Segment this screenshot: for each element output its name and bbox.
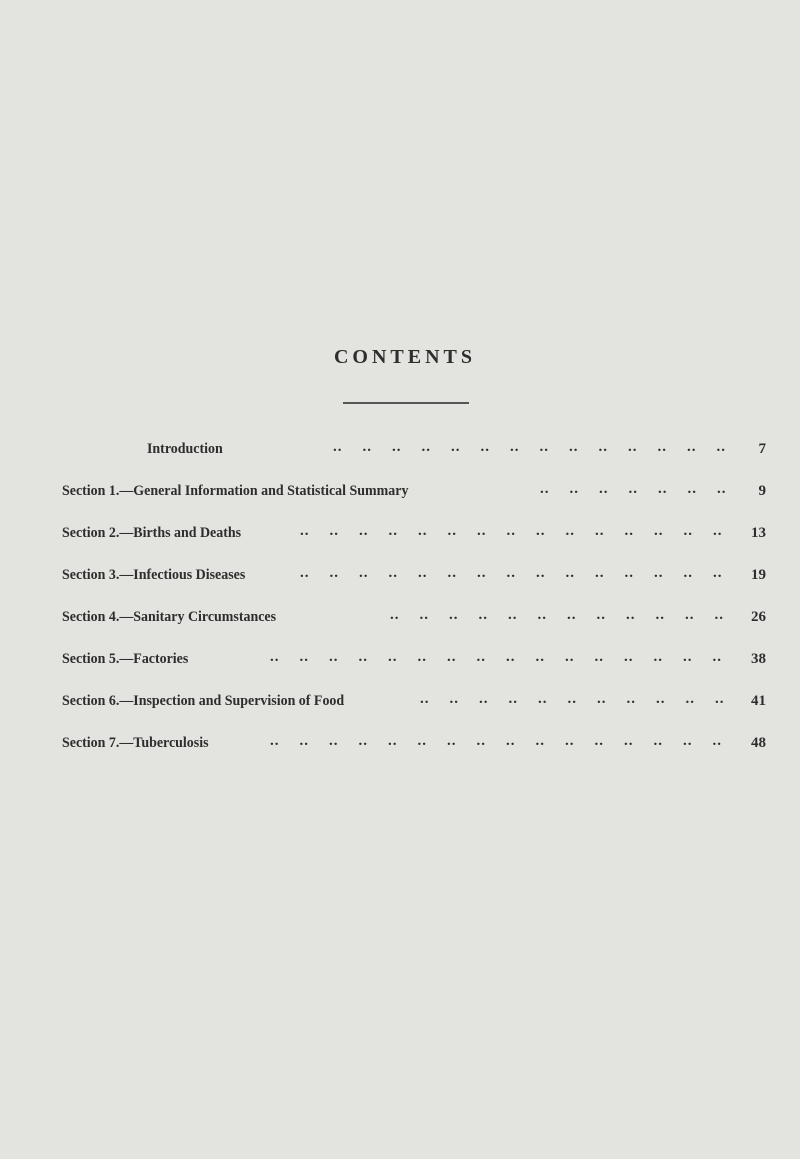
leader-dot: .. (449, 691, 459, 707)
leader-dot: .. (536, 523, 546, 539)
leader-dot: .. (654, 565, 664, 581)
leader-dot: .. (479, 691, 489, 707)
leader-dot: .. (300, 565, 310, 581)
toc-entry-introduction[interactable] (0, 441, 800, 461)
leader-dot: .. (388, 733, 398, 749)
leader-dot: .. (628, 481, 638, 497)
leader-dot: .. (388, 565, 398, 581)
leader-dot: .. (358, 733, 368, 749)
leader-dot: .. (565, 649, 575, 665)
leader-dot: .. (419, 607, 429, 623)
leader-dot: .. (653, 733, 663, 749)
leader-dot: .. (569, 439, 579, 455)
toc-entry-label: Section 7.—Tuberculosis (62, 735, 209, 751)
leader-dot: .. (476, 649, 486, 665)
leader-dot: .. (535, 649, 545, 665)
title-divider (343, 402, 469, 404)
toc-entry-section-3[interactable] (0, 567, 800, 587)
leader-dot: .. (538, 691, 548, 707)
leader-dot: .. (658, 481, 668, 497)
leader-dot: .. (683, 733, 693, 749)
toc-entry-label: Introduction (147, 441, 223, 457)
leader-dot: .. (714, 607, 724, 623)
leader-dot: .. (685, 607, 695, 623)
leader-dot: .. (447, 649, 457, 665)
leader-dot: .. (510, 439, 520, 455)
leader-dot: .. (597, 691, 607, 707)
toc-entry-label: Section 5.—Factories (62, 651, 189, 667)
leader-dot: .. (417, 733, 427, 749)
toc-entry-label: Section 1.—General Information and Statistical Summary (62, 483, 409, 499)
leader-dot: .. (655, 607, 665, 623)
toc-entry-page: 38 (751, 651, 766, 667)
leader-dot: .. (715, 691, 725, 707)
leader-dot: .. (567, 607, 577, 623)
leader-dot: .. (480, 439, 490, 455)
leader-dot: .. (712, 733, 722, 749)
toc-entry-page: 19 (751, 567, 766, 583)
leader-dot: .. (565, 565, 575, 581)
leader-dot: .. (299, 733, 309, 749)
leader-dot: .. (685, 691, 695, 707)
leader-dot: .. (654, 523, 664, 539)
leader-dot: .. (478, 607, 488, 623)
toc-entry-section-4[interactable] (0, 609, 800, 629)
toc-entry-section-5[interactable] (0, 651, 800, 671)
leader-dot: .. (536, 565, 546, 581)
leader-dot: .. (628, 439, 638, 455)
leader-dot: .. (358, 649, 368, 665)
leader-dot: .. (567, 691, 577, 707)
leader-dot: .. (329, 733, 339, 749)
leader-dot: .. (421, 439, 431, 455)
leader-dot: .. (506, 565, 516, 581)
leader-dot: .. (594, 649, 604, 665)
toc-entry-section-6[interactable] (0, 693, 800, 713)
leader-dot: .. (388, 523, 398, 539)
leader-dot: .. (390, 607, 400, 623)
leader-dot: .. (418, 523, 428, 539)
leader-dot: .. (329, 523, 339, 539)
leader-dot: .. (392, 439, 402, 455)
leader-dot: .. (300, 523, 310, 539)
leader-dot: .. (447, 523, 457, 539)
leader-dot: .. (569, 481, 579, 497)
leader-dot: .. (329, 565, 339, 581)
leader-dot: .. (508, 607, 518, 623)
leader-dot: .. (598, 439, 608, 455)
leader-dot: .. (712, 649, 722, 665)
leader-dot: .. (596, 607, 606, 623)
leader-dot: .. (270, 649, 280, 665)
leader-dot: .. (359, 565, 369, 581)
leader-dot: .. (687, 481, 697, 497)
page-title: CONTENTS (333, 346, 477, 368)
leader-dot: .. (477, 565, 487, 581)
leader-dot: .. (683, 565, 693, 581)
leader-dot: .. (449, 607, 459, 623)
leader-dot: .. (537, 607, 547, 623)
toc-entry-page: 26 (751, 609, 766, 625)
toc-entry-page: 9 (758, 483, 766, 499)
leader-dot: .. (624, 565, 634, 581)
leader-dot: .. (506, 733, 516, 749)
leader-dot: .. (447, 733, 457, 749)
toc-entry-page: 41 (751, 693, 766, 709)
leader-dot: .. (599, 481, 609, 497)
toc-entry-page: 13 (751, 525, 766, 541)
leader-dot: .. (417, 649, 427, 665)
toc-entry-section-2[interactable] (0, 525, 800, 545)
leader-dot: .. (683, 649, 693, 665)
leader-dot: .. (624, 523, 634, 539)
leader-dot: .. (451, 439, 461, 455)
toc-entry-page: 48 (751, 735, 766, 751)
leader-dot: .. (506, 649, 516, 665)
leader-dot: .. (624, 649, 634, 665)
leader-dot: .. (539, 439, 549, 455)
leader-dot: .. (656, 691, 666, 707)
leader-dot: .. (595, 523, 605, 539)
leader-dot: .. (333, 439, 343, 455)
leader-dot: .. (359, 523, 369, 539)
leader-dot: .. (626, 607, 636, 623)
leader-dot: .. (624, 733, 634, 749)
leader-dot: .. (565, 523, 575, 539)
leader-dot: .. (362, 439, 372, 455)
leader-dot: .. (594, 733, 604, 749)
leader-dot: .. (657, 439, 667, 455)
leader-dot: .. (476, 733, 486, 749)
leader-dot: .. (420, 691, 430, 707)
toc-entry-page: 7 (758, 441, 766, 457)
leader-dot: .. (270, 733, 280, 749)
leader-dot: .. (713, 523, 723, 539)
leader-dot: .. (535, 733, 545, 749)
leader-dot: .. (565, 733, 575, 749)
leader-dot: .. (626, 691, 636, 707)
toc-entry-label: Section 6.—Inspection and Supervision of Food (62, 693, 345, 709)
leader-dot: .. (447, 565, 457, 581)
leader-dot: .. (653, 649, 663, 665)
leader-dot: .. (418, 565, 428, 581)
leader-dot: .. (506, 523, 516, 539)
leader-dot: .. (713, 565, 723, 581)
toc-entry-section-7[interactable] (0, 735, 800, 755)
leader-dot: .. (299, 649, 309, 665)
leader-dot: .. (687, 439, 697, 455)
leader-dot: .. (540, 481, 550, 497)
toc-entry-label: Section 4.—Sanitary Circumstances (62, 609, 277, 625)
leader-dot: .. (595, 565, 605, 581)
toc-entry-label: Section 2.—Births and Deaths (62, 525, 242, 541)
leader-dot: .. (477, 523, 487, 539)
leader-dot: .. (716, 439, 726, 455)
leader-dot: .. (717, 481, 727, 497)
leader-dot: .. (508, 691, 518, 707)
leader-dot: .. (388, 649, 398, 665)
leader-dot: .. (329, 649, 339, 665)
leader-dot: .. (683, 523, 693, 539)
toc-entry-section-1[interactable] (0, 483, 800, 503)
toc-entry-label: Section 3.—Infectious Diseases (62, 567, 246, 583)
